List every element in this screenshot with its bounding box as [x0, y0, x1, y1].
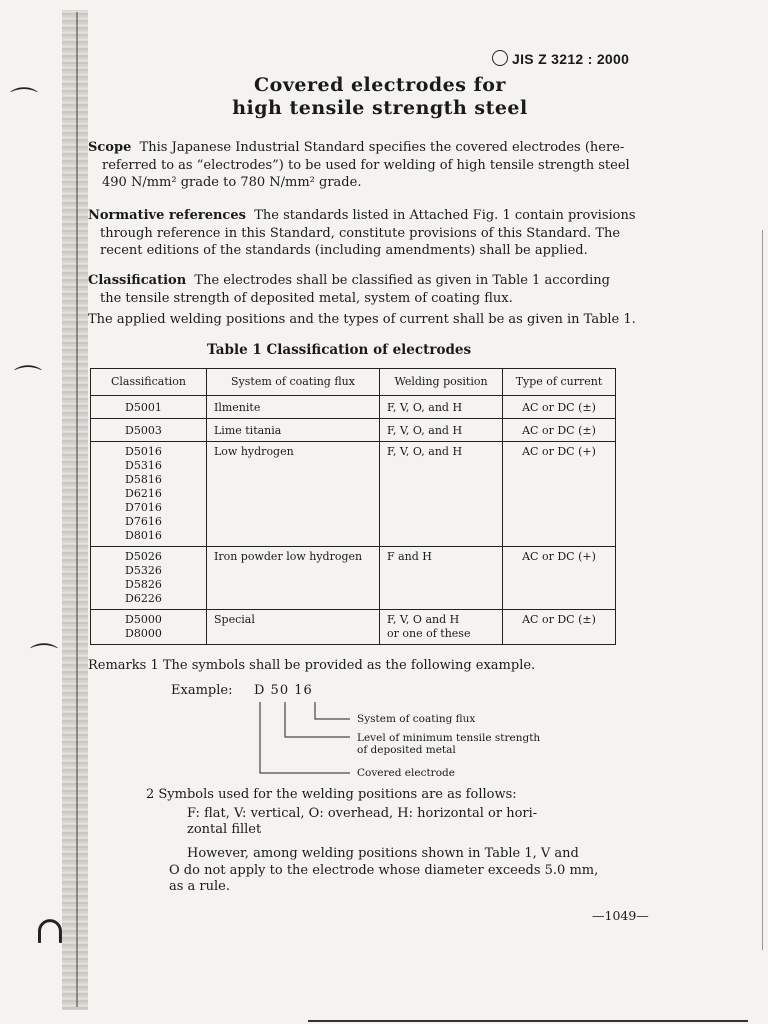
remark-1: Remarks 1 The symbols shall be provided as the following example. — [88, 658, 536, 673]
hole-punch-mark: ⌒ — [10, 85, 39, 118]
column-header: System of coating flux — [207, 369, 380, 396]
leader-line-flux — [315, 702, 350, 719]
jis-mark-icon — [492, 50, 508, 66]
table-row — [91, 419, 616, 442]
table-row — [91, 396, 616, 419]
classification-table — [90, 368, 616, 645]
flux-cell: Special — [207, 610, 380, 645]
scope-section — [88, 139, 688, 192]
flux-cell: Iron powder low hydrogen — [207, 547, 380, 610]
current-cell: AC or DC (±) — [503, 419, 616, 442]
classification-section — [88, 272, 688, 329]
standard-number: JIS Z 3212 : 2000 — [492, 50, 629, 67]
normative-line-1: The standards listed in Attached Fig. 1 contain provisions — [254, 208, 636, 223]
example-label: Example: — [171, 683, 233, 698]
remark-2-positions: F: flat, V: vertical, O: overhead, H: horizontal or hori- zontal fillet — [187, 806, 538, 837]
symbol-label-flux: System of coating flux — [357, 713, 476, 725]
title-line-1: Covered electrodes for — [254, 74, 506, 96]
classification-cell: D5016 D5316 D5816 D6216 D7016 D7616 D8016 — [91, 442, 207, 547]
flux-cell: Low hydrogen — [207, 442, 380, 547]
scope-heading: Scope — [88, 140, 132, 155]
scope-line-2: referred to as “electrodes”) to be used for welding of high tensile strength steel — [102, 157, 630, 173]
column-header: Type of current — [503, 369, 616, 396]
document-title — [150, 74, 610, 120]
classification-line-3: The applied welding positions and the types of current shall be as given in Table 1. — [88, 312, 636, 327]
table-row — [91, 442, 616, 547]
page-number: —1049— — [592, 908, 649, 923]
classification-cell: D5003 — [91, 419, 207, 442]
table-row — [91, 547, 616, 610]
position-cell: F, V, O and H or one of these — [380, 610, 503, 645]
classification-line-2: the tensile strength of deposited metal, system of coating flux. — [100, 290, 513, 306]
normative-line-3: recent editions of the standards (including amendments) shall be applied. — [100, 243, 588, 258]
flux-cell: Ilmenite — [207, 396, 380, 419]
remark-2-note: However, among welding positions shown in Table 1, V and O do not apply to the electrode whose diameter exceeds 5.0 mm, as a rule. — [169, 846, 599, 894]
current-cell: AC or DC (±) — [503, 610, 616, 645]
current-cell: AC or DC (+) — [503, 442, 616, 547]
example-code: D 50 16 — [254, 683, 313, 698]
hole-punch-mark: ⌒ — [14, 363, 43, 396]
hole-punch-mark: ⌒ — [30, 641, 59, 674]
normative-references-section — [88, 207, 688, 260]
position-cell: F, V, O, and H — [380, 419, 503, 442]
classification-cell: D5001 — [91, 396, 207, 419]
classification-heading: Classification — [88, 273, 187, 288]
normative-heading: Normative references — [88, 208, 246, 223]
hole-punch-mark: ∩ — [34, 908, 66, 952]
table-header-row — [91, 369, 616, 396]
title-line-2: high tensile strength steel — [232, 97, 528, 119]
current-cell: AC or DC (+) — [503, 547, 616, 610]
remark-2: 2 Symbols used for the welding positions are as follows: — [146, 787, 517, 802]
table-caption: Table 1 Classification of electrodes — [207, 342, 472, 358]
flux-cell: Lime titania — [207, 419, 380, 442]
symbol-label-electrode: Covered electrode — [357, 767, 455, 779]
scope-line-3: 490 N/mm² grade to 780 N/mm² grade. — [102, 175, 362, 190]
right-margin-line — [762, 230, 763, 950]
table-row — [91, 610, 616, 645]
current-cell: AC or DC (±) — [503, 396, 616, 419]
binding-shadow — [62, 10, 88, 1010]
classification-cell: D5000 D8000 — [91, 610, 207, 645]
scope-line-1: This Japanese Industrial Standard specifies the covered electrodes (here- — [139, 140, 625, 155]
normative-line-2: through reference in this Standard, constitute provisions of this Standard. The — [100, 225, 621, 241]
classification-cell: D5026 D5326 D5826 D6226 — [91, 547, 207, 610]
classification-line-1: The electrodes shall be classified as given in Table 1 according — [194, 273, 610, 288]
binding-edge-line — [76, 12, 78, 1007]
column-header: Classification — [91, 369, 207, 396]
bottom-rule — [308, 1020, 748, 1022]
symbol-label-tensile: Level of minimum tensile strength of deposited metal — [357, 732, 541, 756]
position-cell: F, V, O, and H — [380, 396, 503, 419]
position-cell: F and H — [380, 547, 503, 610]
column-header: Welding position — [380, 369, 503, 396]
position-cell: F, V, O, and H — [380, 442, 503, 547]
